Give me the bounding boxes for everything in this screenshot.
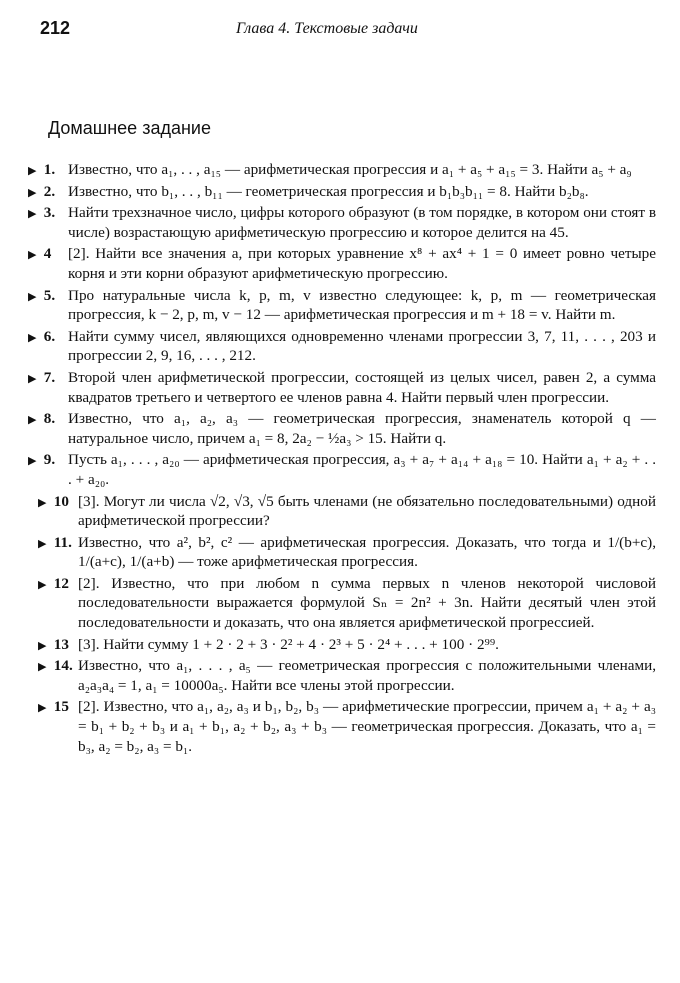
problem-item	[28, 409, 656, 448]
section-title: Домашнее задание	[48, 118, 211, 138]
triangle-marker-icon: ▶	[28, 414, 37, 427]
problem-number: 9.	[43, 451, 56, 469]
running-head: Глава 4. Текстовые задачи	[236, 20, 418, 37]
problem-item	[28, 182, 656, 202]
problem-text: [2]. Найти все значения a, при которых уравнение x⁸ + ax⁴ + 1 = 0 имеет ровно четыре корня и эти корни образуют арифметическую прогрессию.	[68, 245, 656, 282]
problem-item	[28, 160, 656, 180]
problem-text: Известно, что a₁, . . , a₁₅ — арифметическая прогрессия и a₁ + a₅ + a₁₅ = 3. Найти a₅ + a₉	[68, 161, 632, 178]
triangle-marker-icon: ▶	[28, 290, 37, 303]
problem-item	[28, 203, 656, 242]
page-number: 212	[40, 18, 71, 38]
problem-number: 2.	[43, 182, 56, 200]
problem-text: [2]. Известно, что при любом n сумма первых n членов некоторой числовой последовательности выражается формулой Sₙ = 2n² + 3n. Найти десятый член этой последовательности и доказать, что она является арифметической прогрессией.	[78, 574, 656, 632]
triangle-marker-icon: ▶	[38, 496, 47, 509]
problem-text: Пусть a₁, . . . , a₂₀ — арифметическая прогрессия, a₃ + a₇ + a₁₄ + a₁₈ = 10. Найти a₁ + a₂ + . . . + a₂₀.	[68, 451, 656, 488]
problem-number: 5.	[43, 286, 56, 304]
problem-item	[38, 492, 656, 531]
triangle-marker-icon: ▶	[28, 249, 37, 262]
problem-text: Известно, что a², b², c² — арифметическая прогрессия. Доказать, что тогда и 1/(b+c), 1/(a+c), 1/(a+b) — тоже арифметическая прогрессия.	[78, 533, 656, 571]
problem-text: Известно, что a₁, a₂, a₃ — геометрическая прогрессия, знаменатель которой q — натуральное число, причем a₁ = 8, 2a₂ − ½a₃ > 15. Найти q.	[68, 410, 656, 447]
problem-number: 13	[53, 635, 69, 653]
problem-number: 10	[53, 492, 69, 510]
problem-item	[38, 635, 656, 655]
triangle-marker-icon: ▶	[38, 578, 47, 591]
problem-text: Известно, что a₁, . . . , a₅ — геометрическая прогрессия с положительными членами, a₂a₃a₄ = 1, a₁ = 10000a₅. Найти все члены этой прогрессии.	[78, 657, 656, 694]
problem-item	[38, 656, 656, 695]
triangle-marker-icon: ▶	[28, 208, 37, 221]
problem-text: Найти трехзначное число, цифры которого образуют (в том порядке, в котором они стоят в числе) возрастающую арифметическую прогрессию и которое делится на 45.	[68, 204, 656, 241]
problem-number: 4	[43, 245, 52, 263]
problem-number: 14.	[53, 657, 73, 675]
problem-item	[28, 286, 656, 325]
problem-item	[28, 450, 656, 489]
triangle-marker-icon: ▶	[38, 702, 47, 715]
problem-item	[38, 533, 656, 572]
problem-number: 3.	[43, 204, 56, 222]
problem-number: 7.	[43, 368, 56, 386]
problem-item	[28, 244, 656, 283]
problem-number: 12	[53, 574, 69, 592]
problem-item	[28, 368, 656, 407]
triangle-marker-icon: ▶	[38, 537, 47, 550]
triangle-marker-icon: ▶	[28, 165, 37, 177]
triangle-marker-icon: ▶	[38, 661, 47, 674]
problem-text: [3]. Найти сумму 1 + 2 · 2 + 3 · 2² + 4 · 2³ + 5 · 2⁴ + . . . + 100 · 2⁹⁹.	[78, 635, 499, 653]
triangle-marker-icon: ▶	[28, 372, 37, 385]
problem-item	[38, 574, 656, 633]
problem-text: Про натуральные числа k, p, m, v известно следующее: k, p, m — геометрическая прогрессия, k − 2, p, m, v − 12 — арифметическая прогрессия и m + 18 = v. Найти m.	[68, 286, 656, 324]
triangle-marker-icon: ▶	[28, 186, 37, 199]
problem-item	[28, 327, 656, 366]
problem-number: 11.	[53, 533, 72, 551]
problem-text: Найти сумму чисел, являющихся одновременно членами прогрессии 3, 7, 11, . . . , 203 и прогрессии 2, 9, 16, . . . , 212.	[68, 327, 656, 365]
problem-text: [2]. Известно, что a₁, a₂, a₃ и b₁, b₂, b₃ — арифметические прогрессии, причем a₁ + a₂ + a₃ = b₁ + b₂ + b₃ и a₁ + b₁, a₂ + b₂, a₃ + b₃ — геометрическая прогрессия. Доказать, что a₁ = b₃, a₂ = b₂, a₃ = b₁.	[78, 698, 656, 755]
problem-list	[28, 160, 656, 758]
problem-number: 8.	[43, 410, 56, 428]
problem-item	[38, 697, 656, 756]
problem-text: [3]. Могут ли числа √2, √3, √5 быть членами (не обязательно последовательными) одной арифметической прогрессии?	[78, 492, 656, 530]
triangle-marker-icon: ▶	[38, 639, 47, 652]
problem-number: 6.	[43, 327, 56, 345]
triangle-marker-icon: ▶	[28, 455, 37, 468]
problem-number: 15	[53, 698, 69, 716]
problem-number: 1.	[43, 161, 56, 178]
triangle-marker-icon: ▶	[28, 331, 37, 344]
problem-text: Известно, что b₁, . . , b₁₁ — геометрическая прогрессия и b₁b₃b₁₁ = 8. Найти b₂b₈.	[68, 182, 589, 200]
problem-text: Второй член арифметической прогрессии, состоящей из целых чисел, равен 2, а сумма квадратов третьего и четвертого ее членов равна 4. Найти первый член прогрессии.	[68, 368, 656, 406]
